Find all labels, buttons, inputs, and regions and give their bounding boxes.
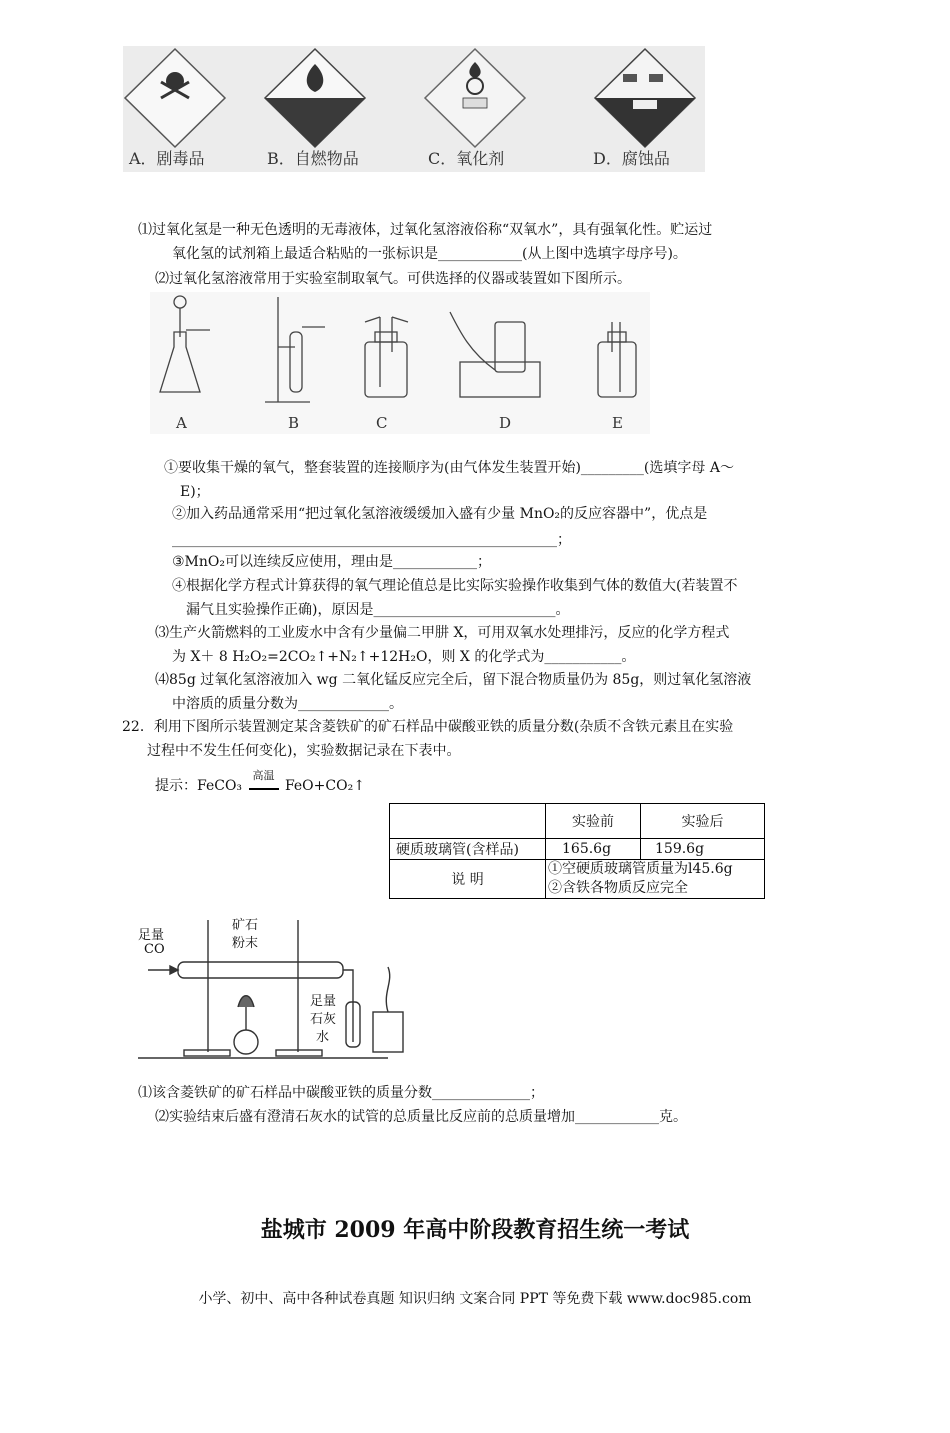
- q21-sub1-line2: E)；: [180, 484, 210, 500]
- hint-prefix: 提示：FeCO₃: [155, 778, 243, 794]
- apparatus-label-b: B: [288, 414, 300, 432]
- apparatus-label-d: D: [499, 414, 512, 432]
- data-table: [389, 803, 765, 899]
- table-cell: [390, 804, 546, 839]
- q22-sub1: ⑴该含菱铁矿的矿石样品中碳酸亚铁的质量分数______________；: [138, 1085, 544, 1101]
- table-cell: 实验后: [641, 804, 765, 839]
- hazard-label-b: B．自燃物品: [267, 149, 359, 168]
- lime-label-3: 水: [316, 1030, 330, 1045]
- apparatus-svg: [150, 292, 650, 434]
- lime-label-2: 石灰: [310, 1012, 337, 1027]
- apparatus-label-a: A: [176, 414, 187, 432]
- ore-label-2: 粉末: [232, 936, 259, 951]
- apparatus-label-c: C: [376, 414, 388, 432]
- q21-part3-line1: ⑶生产火箭燃料的工业废水中含有少量偏二甲肼 X，可用双氧水处理排污，反应的化学方程式: [155, 625, 730, 641]
- co-label-1: 足量: [138, 928, 165, 943]
- table-cell: 159.6g: [641, 839, 765, 860]
- q21-part1-line2: 氧化氢的试剂箱上最适合粘贴的一张标识是____________(从上图中选填字母序号)。: [172, 246, 687, 262]
- q21-sub2-blank: _______________________________________________________；: [172, 532, 571, 548]
- q21-sub3: ③MnO₂可以连续反应使用，理由是____________；: [172, 554, 491, 570]
- page-footer: 小学、初中、高中各种试卷真题 知识归纳 文案合同 PPT 等免费下载 www.doc985.com: [198, 1291, 752, 1307]
- table-cell: 说 明: [390, 860, 546, 899]
- q22-sub2: ⑵实验结束后盛有澄清石灰水的试管的总质量比反应前的总质量增加____________克。: [155, 1109, 687, 1125]
- co-reduction-svg: [138, 912, 408, 1062]
- flame-icon: [265, 49, 365, 147]
- ore-label-1: 矿石: [232, 918, 259, 933]
- table-row: [390, 839, 765, 860]
- q21-part4-line1: ⑷85g 过氧化氢溶液加入 wg 二氧化锰反应完全后，留下混合物质量仍为 85g，则过氧化氢溶液: [155, 672, 752, 688]
- q21-sub4-line1: ④根据化学方程式计算获得的氧气理论值总是比实际实验操作收集到气体的数值大(若装置不: [172, 578, 738, 594]
- q21-part3-line2: 为 X＋ 8 H₂O₂=2CO₂↑+N₂↑+12H₂O，则 X 的化学式为___________。: [172, 649, 636, 665]
- hazard-signs-figure: [123, 46, 705, 172]
- q22-intro-line2: 过程中不发生任何变化)，实验数据记录在下表中。: [147, 743, 461, 759]
- corrosion-icon: [595, 49, 695, 147]
- water-trough: [450, 312, 540, 397]
- hint-suffix: FeO+CO₂↑: [284, 778, 365, 794]
- hint-condition-text: 高温: [252, 769, 275, 782]
- hazard-label-d: D．腐蚀品: [593, 149, 670, 168]
- q22-hint: [155, 769, 365, 796]
- table-cell: 165.6g: [546, 839, 641, 860]
- table-row: [390, 860, 765, 899]
- gas-bottle: [598, 322, 636, 397]
- apparatus-figure: [150, 292, 650, 434]
- lime-label-1: 足量: [310, 994, 337, 1009]
- page-title: 盐城市 2009 年高中阶段教育招生统一考试: [260, 1217, 690, 1243]
- wash-bottle: [365, 317, 408, 397]
- q21-sub1-line1: ①要收集干燥的氧气，整套装置的连接顺序为(由气体发生装置开始)_________(选填字母 A～: [164, 460, 734, 476]
- q21-sub4-line2: 漏气且实验操作正确)，原因是__________________________。: [186, 602, 570, 618]
- table-cell: 硬质玻璃管(含样品): [390, 839, 546, 860]
- skull-crossbones-icon: [125, 49, 225, 147]
- hint-condition: [249, 769, 279, 796]
- apparatus-label-e: E: [612, 414, 623, 432]
- q21-sub2: ②加入药品通常采用“把过氧化氢溶液缓缓加入盛有少量 MnO₂的反应容器中”，优点是: [172, 506, 708, 522]
- q21-part1-line1: ⑴过氧化氢是一种无色透明的无毒液体，过氧化氢溶液俗称“双氧水”，具有强氧化性。贮运过: [138, 222, 713, 238]
- q21-part4-line2: 中溶质的质量分数为_____________。: [172, 696, 403, 712]
- table-note-2: ②含铁各物质反应完全: [548, 880, 688, 896]
- co-reduction-diagram: [138, 912, 408, 1062]
- co-label-2: CO: [144, 942, 165, 957]
- table-note-1: ①空硬质玻璃管质量为l45.6g: [548, 861, 733, 877]
- table-cell: 实验前: [546, 804, 641, 839]
- hazard-label-a: A．剧毒品: [129, 149, 205, 168]
- flask-apparatus: [160, 296, 210, 392]
- q22-intro-line1: 22．利用下图所示装置测定某含菱铁矿的矿石样品中碳酸亚铁的质量分数(杂质不含铁元素且在实验: [122, 719, 734, 735]
- flame-over-circle-icon: [425, 49, 525, 147]
- test-tube-stand: [265, 297, 325, 402]
- hazard-label-c: C．氧化剂: [428, 149, 505, 168]
- table-note-cell: [546, 860, 765, 899]
- q21-part2: ⑵过氧化氢溶液常用于实验室制取氧气。可供选择的仪器或装置如下图所示。: [155, 271, 631, 287]
- table-header-row: [390, 804, 765, 839]
